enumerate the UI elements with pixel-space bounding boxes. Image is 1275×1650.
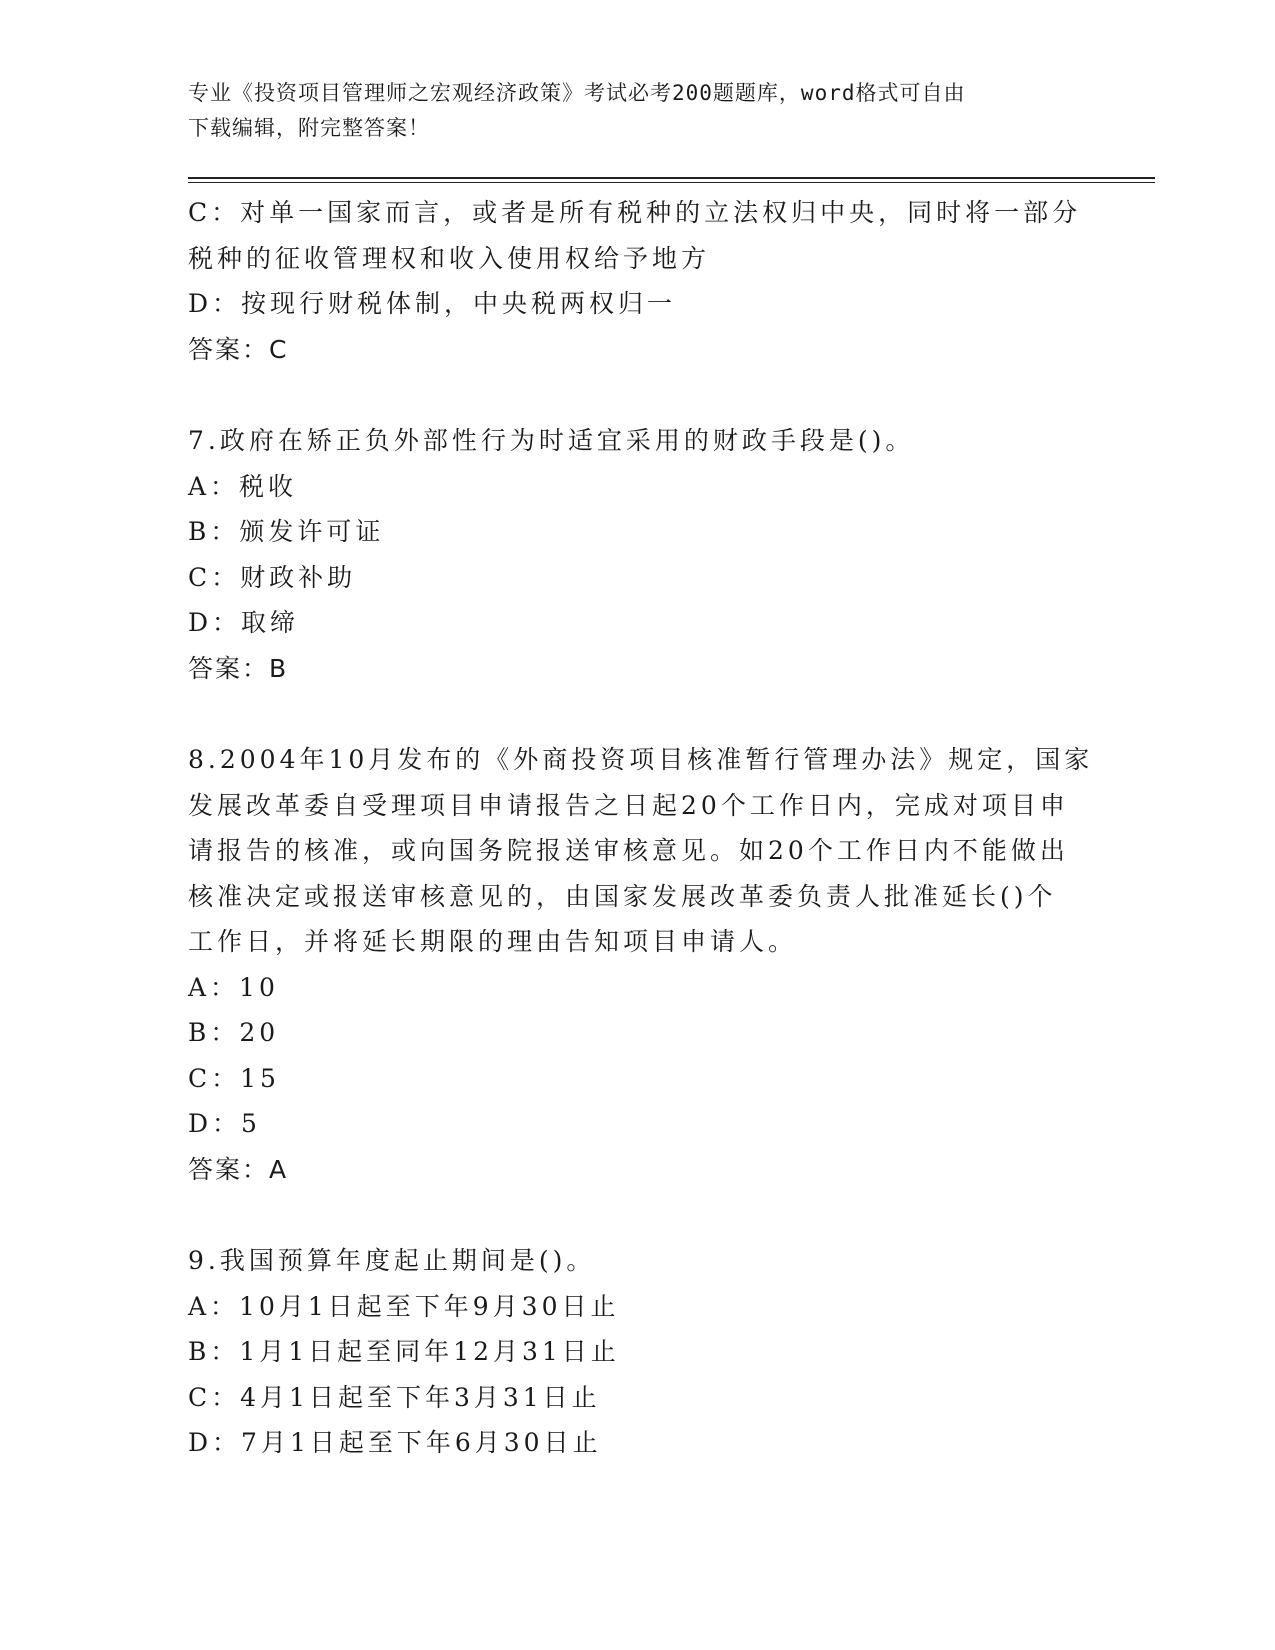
question-8 [188,737,1094,1192]
option-c-line-2: 税种的征收管理权和收入使用权给予地方 [188,243,711,273]
spacer [188,691,1088,737]
question-stem: 9.我国预算年度起止期间是()。 [188,1246,596,1275]
option-b: B：颁发许可证 [188,517,385,546]
spacer [188,372,1088,418]
question-stem-line-1: 8.2004年10月发布的《外商投资项目核准暂行管理办法》规定，国家 [188,745,1094,774]
question-stem-line-5: 工作日，并将延长期限的理由告知项目申请人。 [188,927,798,956]
option-c-line-1: C：对单一国家而言，或者是所有税种的立法权归中央，同时将一部分 [188,198,1082,227]
question-stem-line-2: 发展改革委自受理项目申请报告之日起20个工作日内，完成对项目申 [188,790,1069,820]
header-rule-thick [188,177,1155,179]
option-a: A：10月1日起至下年9月30日止 [188,1291,620,1321]
option-c: C：15 [188,1063,280,1093]
question-list [188,190,1094,1466]
answer: 答案：C [188,334,289,364]
question-stem-line-4: 核准决定或报送审核意见的，由国家发展改革委负责人批准延长()个 [188,881,1057,911]
header-line-2: 下载编辑，附完整答案！ [188,116,430,140]
header-line-1: 专业《投资项目管理师之宏观经济政策》考试必考200题题库，word格式可自由 [188,81,966,105]
option-a: A：10 [188,972,279,1002]
question-6-continued [188,190,1088,372]
answer: 答案：A [188,1154,289,1184]
spacer [188,1192,1088,1238]
question-7 [188,418,1088,691]
option-c: C：财政补助 [188,562,357,592]
option-d: D：取缔 [188,608,300,637]
option-b: B：20 [188,1018,280,1047]
document-header [188,76,1068,146]
question-stem-line-3: 请报告的核准，或向国务院报送审核意见。如20个工作日内不能做出 [188,836,1069,865]
header-rule-thin [188,182,1155,183]
option-a: A：税收 [188,471,298,501]
option-d: D：5 [188,1109,261,1138]
question-stem: 7.政府在矫正负外部性行为时适宜采用的财政手段是()。 [188,426,915,455]
option-d: D：7月1日起至下年6月30日止 [188,1428,602,1457]
option-d: D：按现行财税体制，中央税两权归一 [188,289,677,318]
option-b: B：1月1日起至同年12月31日止 [188,1337,620,1366]
answer: 答案：B [188,653,289,683]
option-c: C：4月1日起至下年3月31日止 [188,1382,601,1412]
question-9 [188,1238,1088,1466]
